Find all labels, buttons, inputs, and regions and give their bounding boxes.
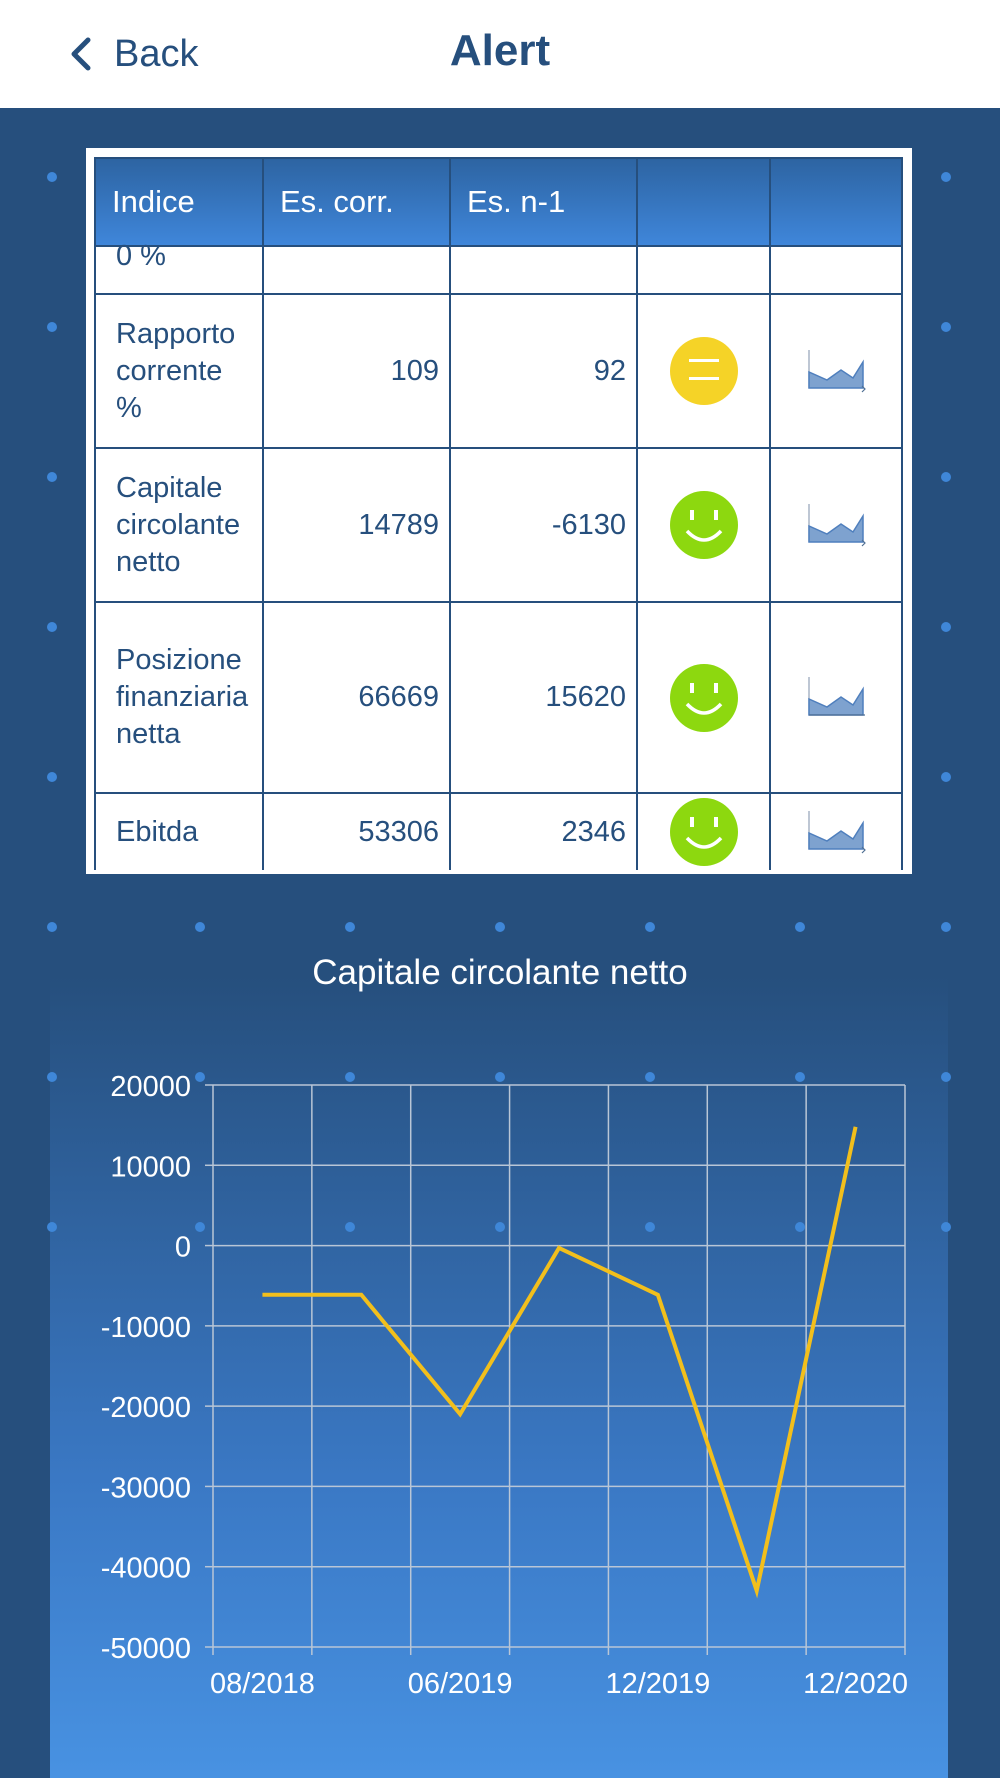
table-row[interactable] (95, 602, 902, 793)
row-label: Ebitda (95, 793, 263, 870)
y-tick-label: -50000 (100, 1633, 191, 1665)
app-header (0, 0, 1000, 108)
col-header-status (637, 158, 770, 246)
col-header-es-corr: Es. corr. (263, 158, 450, 246)
y-tick-label: -20000 (100, 1392, 191, 1425)
x-tick-label: 08/2018 (210, 1668, 315, 1700)
alert-table-card[interactable] (90, 152, 908, 870)
y-tick-label: 0 (174, 1231, 191, 1264)
cell-chart[interactable] (770, 602, 902, 793)
row-label: Rapporto corrente % (95, 294, 263, 448)
cell-es-corr: 109 (263, 294, 450, 448)
cell-chart[interactable] (770, 448, 902, 602)
y-tick-label: 10000 (110, 1151, 191, 1184)
cell-status (637, 448, 770, 602)
happy-face-icon (670, 798, 738, 866)
col-header-indice: Indice (95, 158, 263, 246)
alert-table (94, 157, 903, 870)
cell-chart[interactable] (770, 793, 902, 870)
cell-es-prev: -6130 (450, 448, 637, 602)
y-tick-label: -10000 (100, 1311, 191, 1344)
x-tick-label: 06/2019 (407, 1668, 513, 1700)
cell-es-corr: 66669 (263, 602, 450, 793)
cell-status (637, 602, 770, 793)
cell-status (637, 793, 770, 870)
row-label: Posizione finanziaria netta (95, 602, 263, 793)
cell-status (637, 294, 770, 448)
cell-es-prev: 92 (450, 294, 637, 448)
line-chart (0, 1050, 1000, 1700)
area-chart-icon[interactable] (805, 673, 867, 723)
happy-face-icon (670, 664, 738, 732)
cell-chart[interactable] (770, 294, 902, 448)
col-header-es-prev: Es. n-1 (450, 158, 637, 246)
x-tick-label: 12/2020 (803, 1668, 908, 1700)
face-circle (670, 798, 738, 866)
cell-empty (770, 246, 902, 294)
happy-face-icon (670, 491, 738, 559)
face-circle (670, 491, 738, 559)
cell-es-prev: 2346 (450, 793, 637, 870)
table-row-partial (95, 246, 902, 294)
cell-empty (637, 246, 770, 294)
row-label-partial: 0 % (95, 246, 263, 294)
series-line (262, 1127, 855, 1591)
cell-es-corr: 14789 (263, 448, 450, 602)
table-row[interactable] (95, 294, 902, 448)
x-tick-label: 12/2019 (605, 1668, 711, 1700)
face-circle (670, 337, 738, 405)
area-chart-icon[interactable] (805, 346, 867, 396)
face-circle (670, 664, 738, 732)
cell-empty (263, 246, 450, 294)
cell-es-prev: 15620 (450, 602, 637, 793)
table-header-row (95, 158, 902, 246)
cell-es-corr: 53306 (263, 793, 450, 870)
back-label: Back (114, 32, 199, 75)
table-row[interactable] (95, 793, 902, 870)
y-tick-label: 20000 (110, 1071, 191, 1103)
table-row[interactable] (95, 448, 902, 602)
chart-title: Capitale circolante netto (312, 953, 688, 992)
row-label: Capitale circolante netto (95, 448, 263, 602)
col-header-chart (770, 158, 902, 246)
area-chart-icon[interactable] (805, 500, 867, 550)
y-tick-label: -30000 (100, 1472, 191, 1505)
cell-empty (450, 246, 637, 294)
page-title: Alert (449, 26, 551, 75)
y-tick-label: -40000 (100, 1552, 191, 1585)
area-chart-icon[interactable] (805, 807, 867, 857)
chart-grid (213, 1085, 905, 1655)
neutral-face-icon (670, 337, 738, 405)
